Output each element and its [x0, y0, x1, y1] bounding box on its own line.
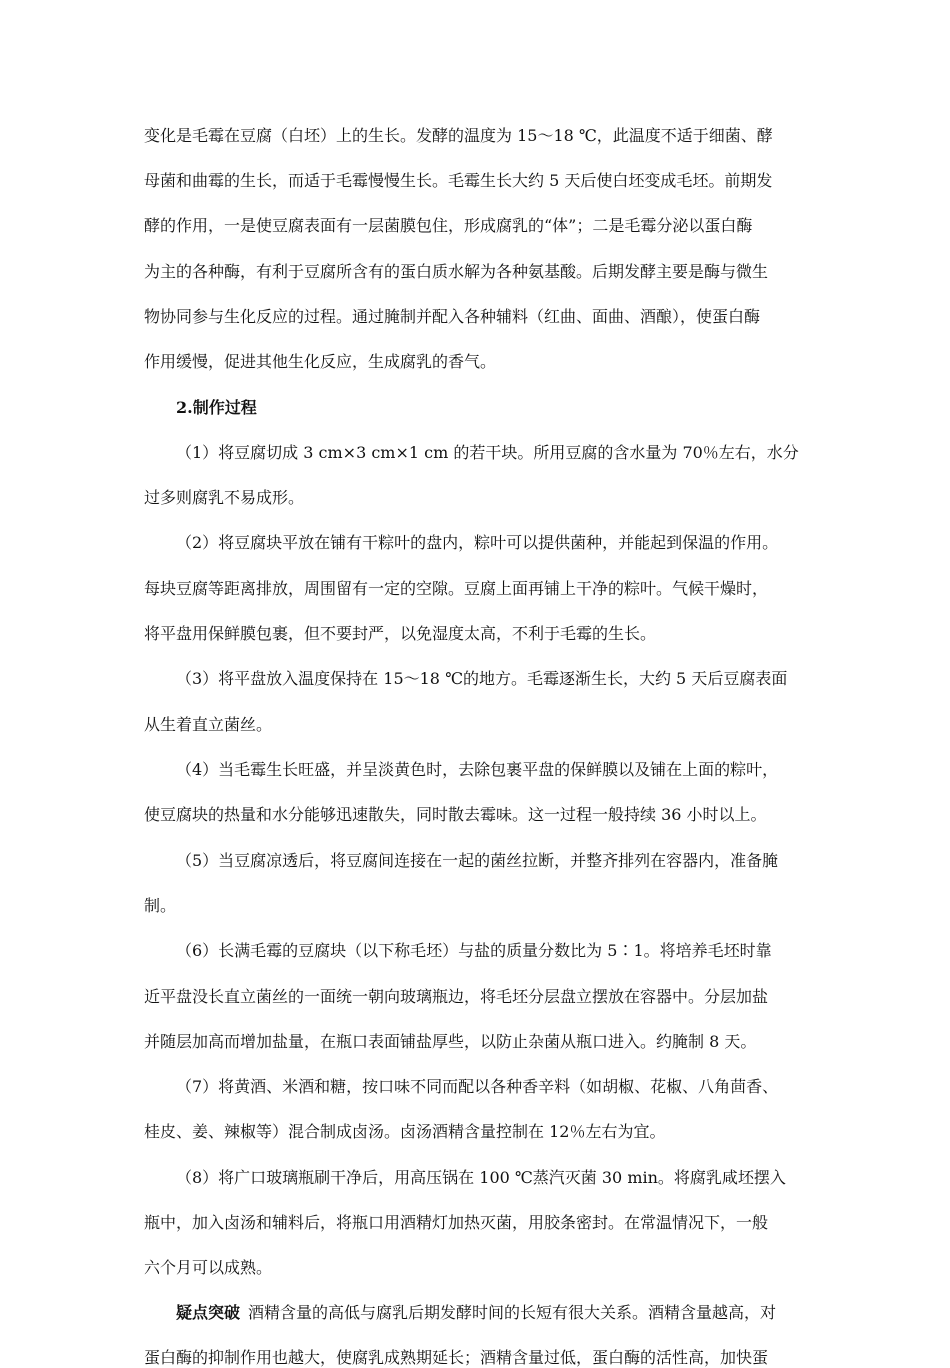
step-6-line: 近平盘没长直立菌丝的一面统一朝向玻璃瓶边，将毛坯分层盘立摆放在容器中。分层加盐: [144, 987, 769, 1006]
paragraph-line: 酵的作用，一是使豆腐表面有一层菌膜包住，形成腐乳的“体”；二是毛霉分泌以蛋白酶: [144, 216, 753, 235]
step-3-line: （3）将平盘放入温度保持在 15～18 ℃的地方。毛霉逐渐生长，大约 5 天后豆腐表面: [176, 669, 788, 688]
step-5-line: （5）当豆腐凉透后，将豆腐间连接在一起的菌丝拉断，并整齐排列在容器内，准备腌: [176, 851, 779, 870]
step-4-line: （4）当毛霉生长旺盛，并呈淡黄色时，去除包裹平盘的保鲜膜以及铺在上面的粽叶，: [176, 760, 779, 779]
section-heading: 2.制作过程: [176, 398, 257, 417]
paragraph-line: 为主的各种酶，有利于豆腐所含有的蛋白质水解为各种氨基酸。后期发酵主要是酶与微生: [144, 262, 769, 281]
step-8-line: 瓶中，加入卤汤和辅料后，将瓶口用酒精灯加热灭菌，用胶条密封。在常温情况下，一般: [144, 1213, 769, 1232]
step-7-line: 桂皮、姜、辣椒等）混合制成卤汤。卤汤酒精含量控制在 12％左右为宜。: [144, 1122, 666, 1141]
step-7-line: （7）将黄酒、米酒和糖，按口味不同而配以各种香辛料（如胡椒、花椒、八角茴香、: [176, 1077, 779, 1096]
step-4-line: 使豆腐块的热量和水分能够迅速散失，同时散去霉味。这一过程一般持续 36 小时以上。: [144, 805, 767, 824]
tip-label: 疑点突破: [176, 1303, 241, 1322]
step-6-line: （6）长满毛霉的豆腐块（以下称毛坯）与盐的质量分数比为 5∶1。将培养毛坯时靠: [176, 941, 772, 960]
step-5-line: 制。: [144, 896, 177, 915]
step-2-line: 将平盘用保鲜膜包裹，但不要封严，以免湿度太高，不利于毛霉的生长。: [144, 624, 657, 643]
tip-text: 酒精含量的高低与腐乳后期发酵时间的长短有很大关系。酒精含量越高，对: [248, 1303, 777, 1322]
step-2-line: （2）将豆腐块平放在铺有干粽叶的盘内，粽叶可以提供菌种，并能起到保温的作用。: [176, 533, 779, 552]
paragraph-line: 变化是毛霉在豆腐（白坯）上的生长。发酵的温度为 15～18 ℃，此温度不适于细菌、酵: [144, 126, 773, 145]
step-2-line: 每块豆腐等距离排放，周围留有一定的空隙。豆腐上面再铺上干净的粽叶。气候干燥时，: [144, 579, 769, 598]
step-6-line: 并随层加高而增加盐量，在瓶口表面铺盐厚些，以防止杂菌从瓶口进入。约腌制 8 天。: [144, 1032, 757, 1051]
step-3-line: 从生着直立菌丝。: [144, 715, 273, 734]
paragraph-line: 物协同参与生化反应的过程。通过腌制并配入各种辅料（红曲、面曲、酒酿），使蛋白酶: [144, 307, 761, 326]
step-8-line: 六个月可以成熟。: [144, 1258, 273, 1277]
step-1-line: 过多则腐乳不易成形。: [144, 488, 305, 507]
step-8-line: （8）将广口玻璃瓶刷干净后，用高压锅在 100 ℃蒸汽灭菌 30 min。将腐乳咸坯摆入: [176, 1168, 786, 1187]
tip-line: [176, 1303, 806, 1323]
paragraph-line: 母菌和曲霉的生长，而适于毛霉慢慢生长。毛霉生长大约 5 天后使白坯变成毛坯。前期发: [144, 171, 773, 190]
paragraph-line: 作用缓慢，促进其他生化反应，生成腐乳的香气。: [144, 352, 497, 371]
step-1-line: （1）将豆腐切成 3 cm×3 cm×1 cm 的若干块。所用豆腐的含水量为 70％左右，水分: [176, 443, 799, 462]
tip-line: 蛋白酶的抑制作用也越大，使腐乳成熟期延长；酒精含量过低，蛋白酶的活性高，加快蛋: [144, 1348, 769, 1367]
